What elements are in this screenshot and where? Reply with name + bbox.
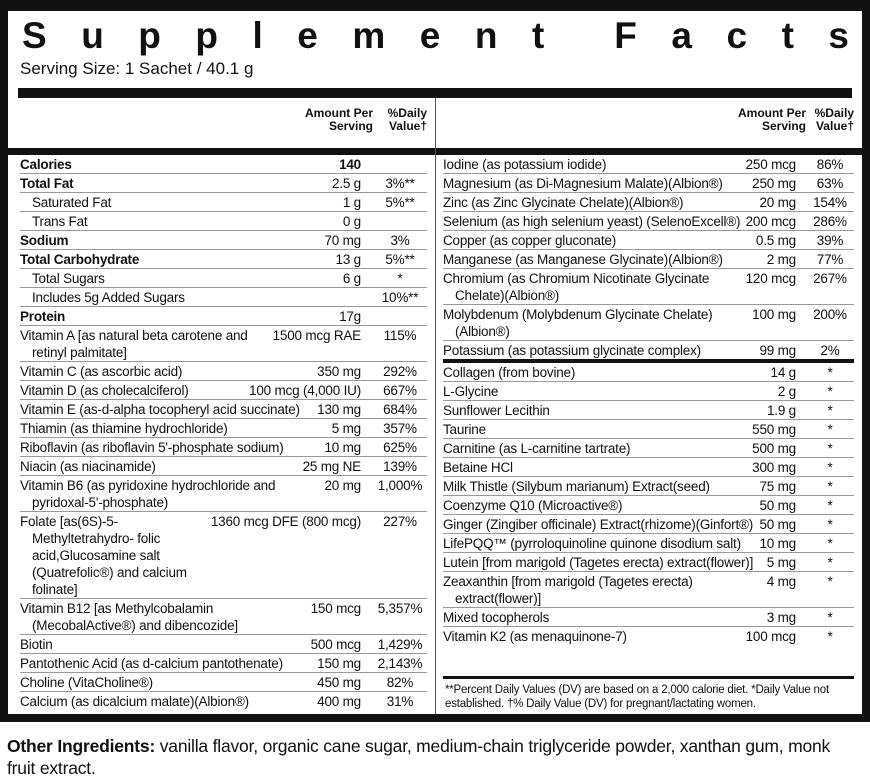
daily-value-cell: 86% — [816, 156, 844, 172]
daily-value-cell: 10%** — [381, 289, 419, 305]
nutrient-name: L-Glycine — [443, 383, 499, 399]
daily-value-cell: 31% — [386, 693, 414, 709]
amount-cell: 75 mg — [759, 478, 796, 494]
table-row — [443, 192, 854, 211]
table-row — [20, 691, 427, 710]
table-row — [443, 457, 854, 476]
table-row — [20, 380, 427, 399]
nutrient-name: Potassium (as potassium glycinate complex) — [443, 342, 701, 358]
amount-cell: 250 mg — [752, 175, 796, 191]
amount-cell: 450 mg — [317, 674, 361, 690]
nutrient-name: Zeaxanthin [from marigold (Tagetes erecta) extract(flower)] — [443, 573, 693, 606]
table-row — [20, 456, 427, 475]
nutrient-name: Zinc (as Zinc Glycinate Chelate)(Albion®) — [443, 194, 684, 210]
daily-value-cell: 684% — [383, 401, 417, 417]
right-column — [435, 155, 862, 714]
amount-cell: 2 g — [777, 383, 796, 399]
nutrient-name: Pantothenic Acid (as d-calcium pantothenate) — [20, 655, 283, 671]
column-header-row — [8, 98, 862, 148]
daily-value-cell: * — [827, 497, 833, 513]
nutrient-table — [8, 98, 862, 714]
daily-value-footnote: **Percent Daily Values (DV) are based on a 2,000 calorie diet. *Daily Value not established. †% Daily Value (DV) for pregnant/lactating women. — [443, 676, 854, 714]
amount-cell: 100 mcg — [745, 628, 796, 644]
nutrient-name: Taurine — [443, 421, 486, 437]
daily-value-cell: * — [827, 478, 833, 494]
amount-cell: 100 mcg (4,000 IU) — [249, 382, 361, 398]
table-row — [20, 653, 427, 672]
thick-divider-top — [18, 88, 852, 98]
daily-value-cell: 292% — [383, 363, 417, 379]
daily-value-cell: * — [827, 459, 833, 475]
amount-cell: 1 g — [342, 194, 361, 210]
nutrient-name: Total Fat — [20, 175, 74, 191]
table-row — [20, 475, 427, 511]
right-column-header — [435, 98, 862, 148]
nutrient-name: Folate [as(6S)-5-Methyltetrahydro- folic acid,Glucosamine salt (Quatrefolic®) and calcium folinate] — [20, 513, 187, 597]
nutrient-name: Vitamin D (as cholecalciferol) — [20, 382, 189, 398]
other-ingredients-text: vanilla flavor, organic cane sugar, medium-chain triglyceride powder, xanthan gum, monk fruit extract. — [7, 736, 831, 778]
daily-value-cell: 77% — [816, 251, 844, 267]
left-column — [8, 155, 435, 714]
amount-cell: 6 g — [342, 270, 361, 286]
amount-cell: 1360 mcg DFE (800 mcg) — [210, 513, 361, 529]
daily-value-cell: 5%** — [385, 251, 415, 267]
daily-value-cell: 82% — [386, 674, 414, 690]
nutrient-name: Magnesium (as Di-Magnesium Malate)(Albion®) — [443, 175, 723, 191]
amount-cell: 13 g — [335, 251, 361, 267]
daily-value-cell: 5%** — [385, 194, 415, 210]
nutrient-name: Choline (VitaCholine®) — [20, 674, 153, 690]
table-row — [443, 626, 854, 645]
table-row — [20, 634, 427, 653]
table-row — [443, 438, 854, 457]
panel-title: S u p p l e m e n t F a c t s — [22, 15, 848, 56]
daily-value-cell: * — [827, 440, 833, 456]
table-row — [443, 476, 854, 495]
amount-cell: 1.9 g — [766, 402, 796, 418]
nutrient-name: Includes 5g Added Sugars — [32, 289, 185, 305]
amount-cell: 1500 mcg RAE — [272, 327, 361, 343]
table-row — [20, 211, 427, 230]
amount-cell: 10 mg — [324, 439, 361, 455]
table-row — [20, 287, 427, 306]
daily-value-cell: 3% — [390, 232, 410, 248]
daily-value-cell: 667% — [383, 382, 417, 398]
daily-value-cell: * — [827, 573, 833, 589]
daily-value-cell: * — [827, 516, 833, 532]
table-row — [443, 268, 854, 304]
nutrient-name: Vitamin B12 [as Methylcobalamin (MecobalActive®) and dibencozide] — [20, 600, 238, 633]
daily-value-cell: 200% — [813, 306, 847, 322]
table-row — [20, 306, 427, 325]
table-row — [443, 173, 854, 192]
table-row — [443, 249, 854, 268]
amount-cell: 3 mg — [766, 609, 796, 625]
nutrient-name: Total Sugars — [32, 270, 105, 286]
nutrient-name: LifePQQ™ (pyrroloquinoline quinone disodium salt) — [443, 535, 741, 551]
nutrient-name: Saturated Fat — [32, 194, 112, 210]
daily-value-cell: * — [827, 364, 833, 380]
table-body — [8, 155, 862, 714]
amount-cell: 17g — [339, 308, 361, 324]
amount-cell: 550 mg — [752, 421, 796, 437]
nutrient-name: Molybdenum (Molybdenum Glycinate Chelate)(Albion®) — [443, 306, 713, 339]
nutrient-name: Riboflavin (as riboflavin 5'-phosphate sodium) — [20, 439, 284, 455]
table-row — [20, 511, 427, 598]
nutrient-name: Calories — [20, 156, 72, 172]
amount-cell: 120 mcg — [745, 270, 796, 286]
table-row — [20, 249, 427, 268]
daily-value-cell: 286% — [813, 213, 847, 229]
table-row — [20, 268, 427, 287]
nutrient-name: Selenium (as high selenium yeast) (SelenoExcell®) — [443, 213, 741, 229]
serving-size: Serving Size: 1 Sachet / 40.1 g — [20, 59, 254, 78]
daily-value-cell: * — [827, 628, 833, 644]
table-row — [20, 361, 427, 380]
table-row — [20, 325, 427, 361]
table-row — [20, 230, 427, 249]
daily-value-cell: 115% — [383, 327, 417, 343]
table-row — [443, 230, 854, 249]
nutrient-name: Protein — [20, 308, 66, 324]
table-row — [443, 607, 854, 626]
amount-cell: 10 mg — [759, 535, 796, 551]
daily-value-cell: * — [827, 609, 833, 625]
nutrient-name: Total Carbohydrate — [20, 251, 140, 267]
amount-cell: 2.5 g — [331, 175, 361, 191]
daily-value-cell: 625% — [383, 439, 417, 455]
nutrient-name: Collagen (from bovine) — [443, 364, 576, 380]
table-row — [443, 211, 854, 230]
nutrient-name: Calcium (as dicalcium malate)(Albion®) — [20, 693, 249, 709]
daily-value-cell: 154% — [813, 194, 847, 210]
table-row — [20, 672, 427, 691]
amount-cell: 0 g — [342, 213, 361, 229]
daily-value-cell: 139% — [383, 458, 417, 474]
amount-cell: 500 mcg — [310, 636, 361, 652]
nutrient-name: Mixed tocopherols — [443, 609, 550, 625]
table-row — [20, 192, 427, 211]
daily-value-cell: * — [827, 383, 833, 399]
amount-cell: 400 mg — [317, 693, 361, 709]
left-column-header — [8, 98, 435, 148]
table-row — [443, 340, 854, 359]
nutrient-name: Thiamin (as thiamine hydrochloride) — [20, 420, 228, 436]
table-row — [443, 419, 854, 438]
amount-cell: 25 mg NE — [302, 458, 361, 474]
nutrient-name: Lutein [from marigold (Tagetes erecta) extract(flower)] — [443, 554, 754, 570]
thick-divider-header — [8, 148, 862, 155]
table-row — [20, 418, 427, 437]
daily-value-cell: * — [827, 421, 833, 437]
other-ingredients-label: Other Ingredients: — [7, 736, 156, 756]
nutrient-name: Vitamin K2 (as menaquinone-7) — [443, 628, 627, 644]
nutrient-name: Iodine (as potassium iodide) — [443, 156, 607, 172]
daily-value-cell: 1,429% — [377, 636, 423, 652]
amount-cell: 50 mg — [759, 516, 796, 532]
nutrient-name: Sodium — [20, 232, 69, 248]
daily-value-cell: 227% — [383, 513, 417, 529]
table-row — [20, 155, 427, 173]
amount-cell: 99 mg — [759, 342, 796, 358]
amount-cell: 150 mg — [317, 655, 361, 671]
daily-value-cell: 3%** — [385, 175, 415, 191]
amount-cell: 200 mcg — [745, 213, 796, 229]
table-row — [443, 533, 854, 552]
daily-value-cell: 39% — [816, 232, 844, 248]
table-row — [443, 304, 854, 340]
amount-cell: 350 mg — [317, 363, 361, 379]
amount-cell: 20 mg — [324, 477, 361, 493]
daily-value-cell: * — [827, 402, 833, 418]
amount-cell: 140 — [339, 156, 361, 172]
table-row — [20, 437, 427, 456]
nutrient-name: Niacin (as niacinamide) — [20, 458, 156, 474]
amount-cell: 5 mg — [331, 420, 361, 436]
amount-cell: 250 mcg — [745, 156, 796, 172]
amount-cell: 50 mg — [759, 497, 796, 513]
amount-cell: 150 mcg — [310, 600, 361, 616]
amount-per-serving-header: Amount Per Serving — [737, 106, 806, 133]
amount-cell: 300 mg — [752, 459, 796, 475]
table-row — [20, 399, 427, 418]
amount-cell: 5 mg — [766, 554, 796, 570]
nutrient-name: Vitamin B6 (as pyridoxine hydrochloride and pyridoxal-5'-phosphate) — [20, 477, 276, 510]
daily-value-cell: 267% — [813, 270, 847, 286]
daily-value-cell: * — [827, 535, 833, 551]
table-row — [443, 495, 854, 514]
table-row — [20, 598, 427, 634]
daily-value-cell: 63% — [816, 175, 844, 191]
nutrient-name: Betaine HCl — [443, 459, 513, 475]
nutrient-name: Milk Thistle (Silybum marianum) Extract(seed) — [443, 478, 710, 494]
table-row — [443, 552, 854, 571]
nutrient-name: Carnitine (as L-carnitine tartrate) — [443, 440, 631, 456]
amount-cell: 4 mg — [766, 573, 796, 589]
table-row — [443, 571, 854, 607]
nutrient-name: Coenzyme Q10 (Microactive®) — [443, 497, 623, 513]
table-row — [443, 359, 854, 381]
daily-value-cell: 2,143% — [377, 655, 423, 671]
table-row — [443, 400, 854, 419]
daily-value-cell: 357% — [383, 420, 417, 436]
daily-value-cell: * — [397, 270, 403, 286]
daily-value-cell: 2% — [820, 342, 840, 358]
amount-cell: 130 mg — [317, 401, 361, 417]
other-ingredients — [0, 722, 870, 779]
nutrient-name: Chromium (as Chromium Nicotinate Glycinate Chelate)(Albion®) — [443, 270, 710, 303]
amount-cell: 500 mg — [752, 440, 796, 456]
nutrient-name: Vitamin C (as ascorbic acid) — [20, 363, 183, 379]
table-row — [20, 173, 427, 192]
nutrient-name: Sunflower Lecithin — [443, 402, 550, 418]
amount-cell: 100 mg — [752, 306, 796, 322]
table-row — [443, 155, 854, 173]
daily-value-cell: 5,357% — [377, 600, 423, 616]
nutrient-name: Vitamin E (as-d-alpha tocopheryl acid succinate) — [20, 401, 300, 417]
nutrient-name: Biotin — [20, 636, 53, 652]
table-row — [443, 381, 854, 400]
nutrient-name: Copper (as copper gluconate) — [443, 232, 617, 248]
amount-cell: 20 mg — [759, 194, 796, 210]
nutrient-name: Trans Fat — [32, 213, 88, 229]
daily-value-cell: 1,000% — [377, 477, 423, 493]
daily-value-header: %Daily Value† — [387, 106, 427, 133]
amount-cell: 14 g — [770, 364, 796, 380]
daily-value-header: %Daily Value† — [814, 106, 854, 133]
nutrient-name: Ginger (Zingiber officinale) Extract(rhizome)(Ginfort®) — [443, 516, 754, 532]
nutrient-name: Vitamin A [as natural beta carotene and retinyl palmitate] — [20, 327, 248, 360]
amount-cell: 70 mg — [324, 232, 361, 248]
table-row — [443, 514, 854, 533]
amount-per-serving-header: Amount Per Serving — [304, 106, 373, 133]
nutrient-name: Manganese (as Manganese Glycinate)(Albion®) — [443, 251, 723, 267]
daily-value-cell: * — [827, 554, 833, 570]
amount-cell: 0.5 mg — [755, 232, 796, 248]
amount-cell: 2 mg — [766, 251, 796, 267]
